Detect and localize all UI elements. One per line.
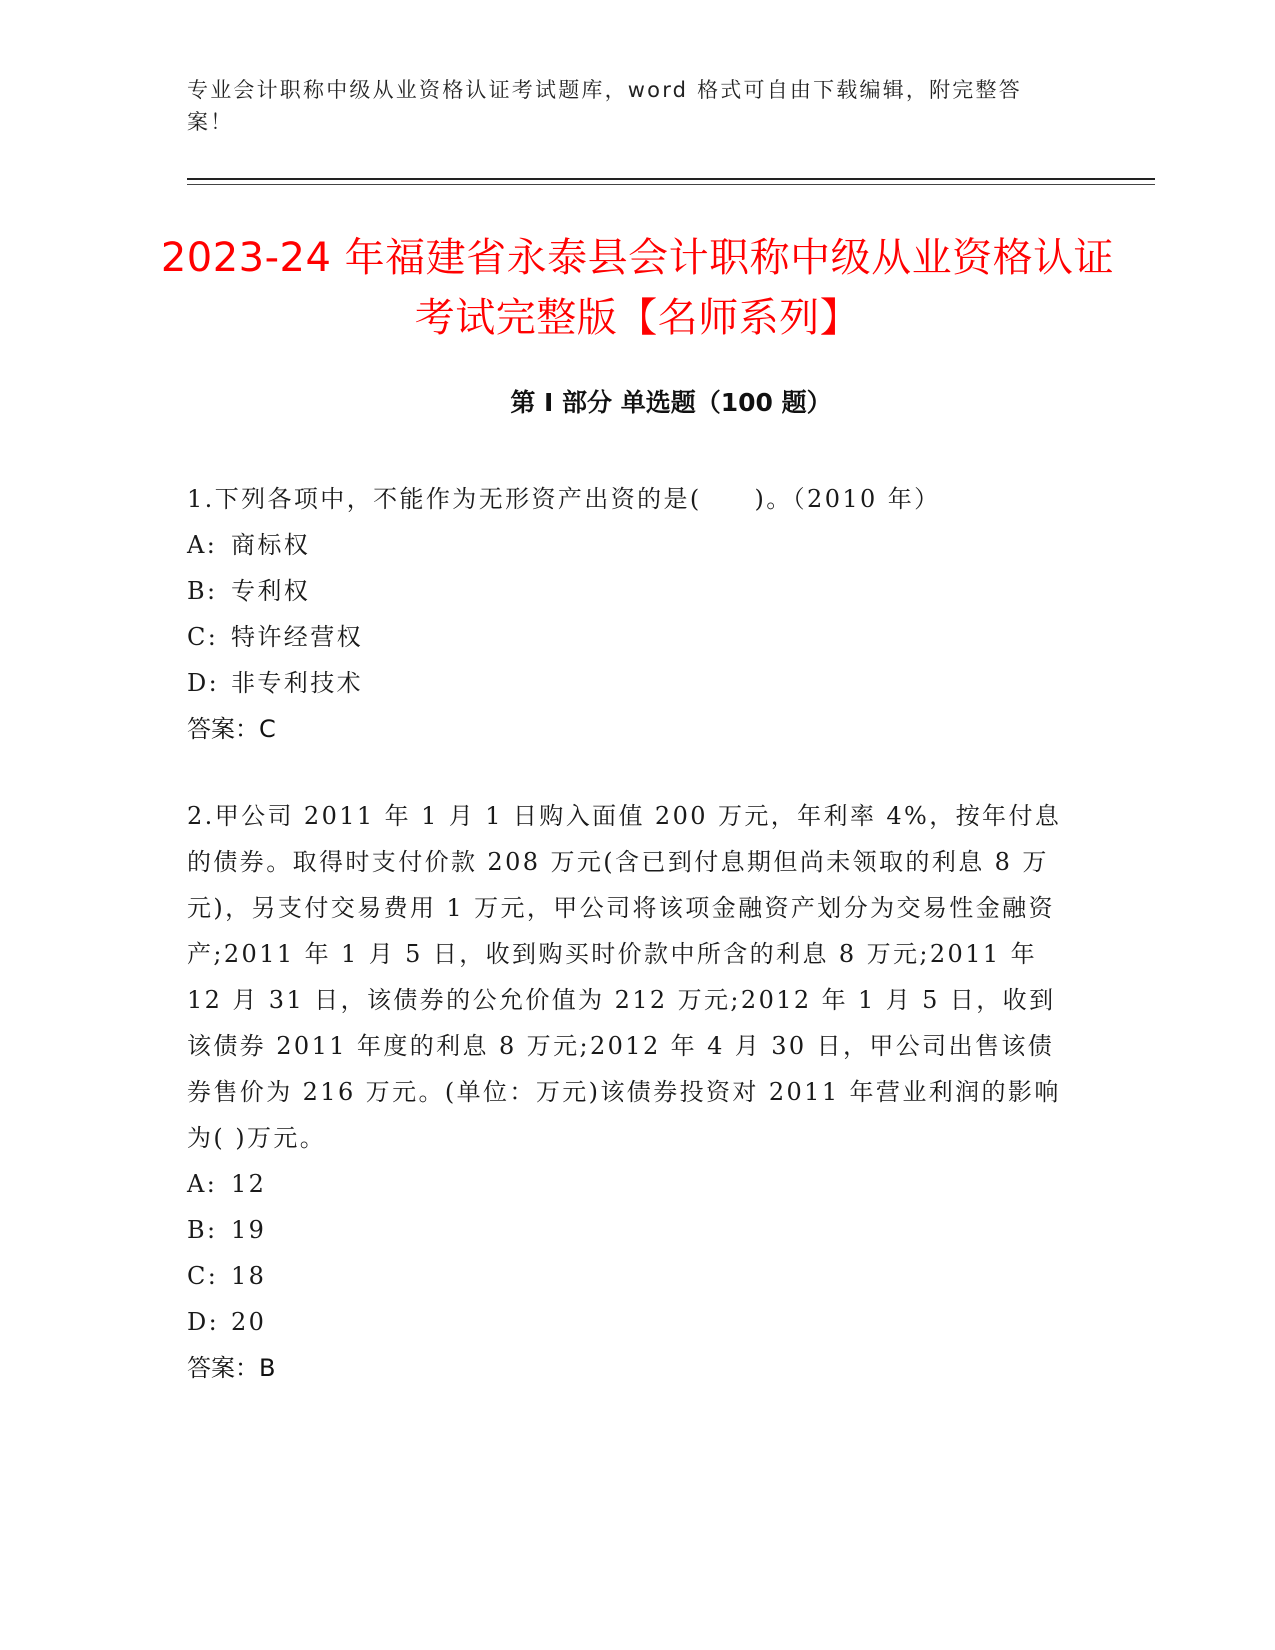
option-b [187,1207,1077,1253]
option-text: 商标权 [231,531,311,559]
option-key: B: [187,577,218,605]
option-a [187,522,1077,568]
option-text: 18 [231,1262,267,1290]
header-divider-thin [187,184,1155,185]
answer-line: 答案：C [187,715,276,743]
question-1 [187,476,1077,752]
option-key: C: [187,1262,219,1290]
option-text: 20 [231,1308,267,1336]
option-key: A: [187,531,218,559]
option-text: 非专利技术 [231,669,363,697]
option-a [187,1161,1077,1207]
option-text: 特许经营权 [231,623,363,651]
option-text: 19 [231,1216,267,1244]
option-c [187,1253,1077,1299]
option-key: D: [187,669,220,697]
header-divider-thick [187,178,1155,180]
option-key: B: [187,1216,218,1244]
question-2 [187,793,1077,1391]
header-note: 专业会计职称中级从业资格认证考试题库，word 格式可自由下载编辑，附完整答案！ [187,78,1022,134]
option-d [187,660,1077,706]
option-b [187,568,1077,614]
option-key: C: [187,623,219,651]
option-key: A: [187,1170,218,1198]
option-c [187,614,1077,660]
option-d [187,1299,1077,1345]
option-key: D: [187,1308,220,1336]
option-text: 12 [231,1170,267,1198]
question-stem: 2.甲公司 2011 年 1 月 1 日购入面值 200 万元，年利率 4%，按年付息的债券。取得时支付价款 208 万元(含已到付息期但尚未领取的利息 8 万元)，另支付交易费用 1 万元，甲公司将该项金融资产划分为交易性金融资产;2011 年 1 月 5 日，收到购买时价款中所含的利息 8 万元;2011 年 12 月 31 日，该债券的公允价值为 212 万元;2012 年 1 月 5 日，收到该债券 2011 年度的利息 8 万元;2012 年 4 月 30 日，甲公司出售该债券售价为 216 万元。(单位：万元)该债券投资对 2011 年营业利润的影响为( )万元。 [187,802,1062,1152]
section-heading: 第 I 部分 单选题（100 题） [510,388,832,417]
document-title: 2023-24 年福建省永泰县会计职称中级从业资格认证考试完整版【名师系列】 [160,235,1115,341]
question-stem: 1.下列各项中，不能作为无形资产出资的是( )。（2010 年） [187,485,941,513]
option-text: 专利权 [231,577,311,605]
answer-line: 答案：B [187,1354,276,1382]
